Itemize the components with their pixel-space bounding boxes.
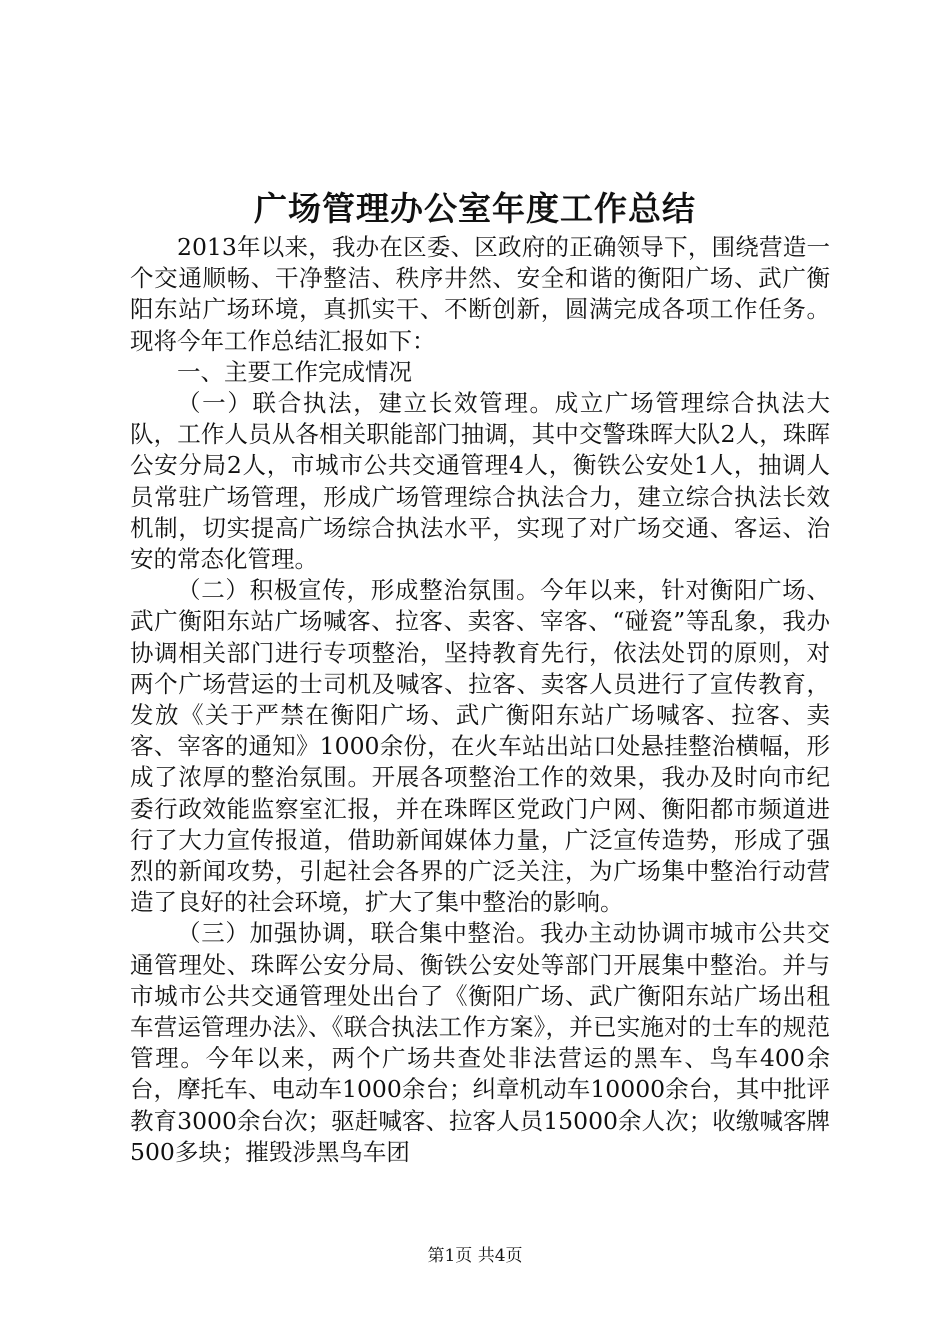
intro-paragraph: 2013年以来，我办在区委、区政府的正确领导下，围绕营造一个交通顺畅、干净整洁、秩序井然、安全和谐的衡阳广场、武广衡阳东站广场环境，真抓实干、不断创新，圆满完成各项工作任务。现将今年工作总结汇报如下： (130, 233, 830, 355)
item-paragraph-2: （二）积极宣传，形成整治氛围。今年以来，针对衡阳广场、武广衡阳东站广场喊客、拉客、卖客、宰客、“碰瓷”等乱象，我办协调相关部门进行专项整治，坚持教育先行，依法处罚的原则，对两个广场营运的士司机及喊客、拉客、卖客人员进行了宣传教育，发放《关于严禁在衡阳广场、武广衡阳东站广场喊客、拉客、卖客、宰客的通知》1000余份，在火车站出站口处悬挂整治横幅，形成了浓厚的整治氛围。开展各项整治工作的效果，我办及时向市纪委行政效能监察室汇报，并在珠晖区党政门户网、衡阳都市频道进行了大力宣传报道，借助新闻媒体力量，广泛宣传造势，形成了强烈的新闻攻势，引起社会各界的广泛关注，为广场集中整治行动营造了良好的社会环境，扩大了集中整治的影响。 (130, 576, 830, 917)
item-paragraph-1: （一）联合执法，建立长效管理。成立广场管理综合执法大队，工作人员从各相关职能部门抽调，其中交警珠晖大队2人，珠晖公安分局2人，市城市公共交通管理4人，衡铁公安处1人，抽调人员常驻广场管理，形成广场管理综合执法合力，建立综合执法长效机制，切实提高广场综合执法水平，实现了对广场交通、客运、治安的常态化管理。 (130, 389, 830, 574)
page-number-footer: 第1页 共4页 (427, 1246, 523, 1266)
document-body (130, 232, 830, 1168)
section-heading: 一、主要工作完成情况 (177, 357, 412, 386)
item-paragraph-3: （三）加强协调，联合集中整治。我办主动协调市城市公共交通管理处、珠晖公安分局、衡铁公安处等部门开展集中整治。并与市城市公共交通管理处出台了《衡阳广场、武广衡阳东站广场出租车营运管理办法》、《联合执法工作方案》，并已实施对的士车的规范管理。今年以来，两个广场共查处非法营运的黑车、鸟车400余台，摩托车、电动车1000余台；纠章机动车10000余台，其中批评教育3000余台次；驱赶喊客、拉客人员15000余人次；收缴喊客牌500多块；摧毁涉黑鸟车团 (130, 919, 830, 1166)
document-title: 广场管理办公室年度工作总结 (254, 189, 696, 228)
